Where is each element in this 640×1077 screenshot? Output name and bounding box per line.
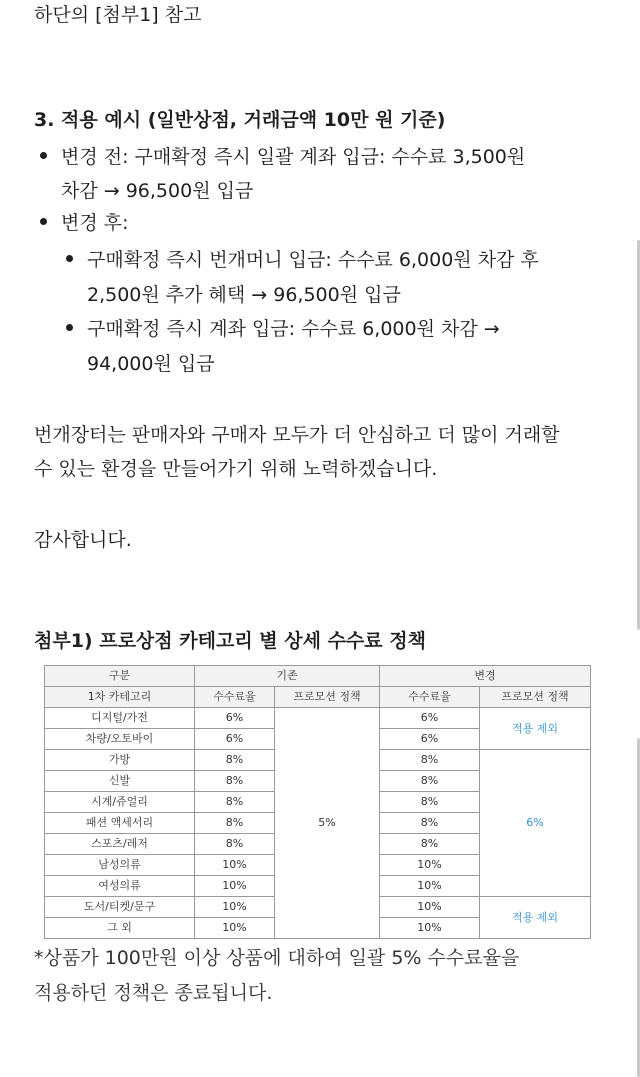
rate-before-cell: 8% — [195, 771, 275, 792]
rate-before-cell: 6% — [195, 729, 275, 750]
promo-after-excluded-top: 적용 제외 — [480, 708, 591, 750]
footnote-line-1: *상품가 100만원 이상 상품에 대하여 일괄 5% 수수료율을 — [34, 947, 520, 969]
before-text-1: 변경 전: 구매확정 즉시 일괄 계좌 입금: 수수료 3,500원 — [61, 146, 526, 168]
header-promo-after: 프로모션 정책 — [480, 687, 591, 708]
rate-after-cell: 6% — [380, 729, 480, 750]
table-subheader-row — [45, 687, 591, 708]
rate-before-cell: 6% — [195, 708, 275, 729]
rate-after-cell: 8% — [380, 792, 480, 813]
rate-after-cell: 10% — [380, 855, 480, 876]
bullet-before — [40, 140, 525, 174]
header-group: 구분 — [45, 666, 195, 687]
category-cell: 신발 — [45, 771, 195, 792]
header-promo-before: 프로모션 정책 — [275, 687, 380, 708]
bullet-after-a — [66, 243, 539, 277]
after-b-text-2: 94,000원 입금 — [87, 353, 215, 375]
after-b-text-1: 구매확정 즉시 계좌 입금: 수수료 6,000원 차감 → — [87, 318, 500, 340]
category-cell: 그 외 — [45, 918, 195, 939]
promo-before-cell: 5% — [275, 708, 380, 939]
before-text-2: 차감 → 96,500원 입금 — [61, 180, 254, 202]
footnote-line-2: 적용하던 정책은 종료됩니다. — [34, 982, 273, 1004]
rate-before-cell: 10% — [195, 855, 275, 876]
rate-after-cell: 10% — [380, 876, 480, 897]
after-a-text-2: 2,500원 추가 혜택 → 96,500원 입금 — [87, 284, 401, 306]
table-row — [45, 708, 591, 729]
thanks-text: 감사합니다. — [34, 529, 132, 551]
rate-after-cell: 8% — [380, 834, 480, 855]
closing-text-2: 수 있는 환경을 만들어가기 위해 노력하겠습니다. — [34, 458, 438, 480]
rate-before-cell: 8% — [195, 813, 275, 834]
rate-before-cell: 10% — [195, 876, 275, 897]
header-after: 변경 — [380, 666, 591, 687]
bullet-dot — [66, 255, 73, 262]
bullet-dot — [40, 152, 47, 159]
rate-before-cell: 10% — [195, 897, 275, 918]
bullet-after — [40, 206, 129, 240]
after-label: 변경 후: — [61, 212, 129, 234]
rate-after-cell: 10% — [380, 897, 480, 918]
reference-note: 하단의 [첨부1] 참고 — [34, 4, 202, 26]
category-cell: 패션 액세서리 — [45, 813, 195, 834]
after-a-text-1: 구매확정 즉시 번개머니 입금: 수수료 6,000원 차감 후 — [87, 249, 539, 271]
header-rate-before: 수수료율 — [195, 687, 275, 708]
section-heading-3: 3. 적용 예시 (일반상점, 거래금액 10만 원 기준) — [34, 109, 446, 131]
closing-text-1: 번개장터는 판매자와 구매자 모두가 더 안심하고 더 많이 거래할 — [34, 424, 560, 446]
rate-before-cell: 10% — [195, 918, 275, 939]
category-cell: 남성의류 — [45, 855, 195, 876]
rate-before-cell: 8% — [195, 792, 275, 813]
category-cell: 가방 — [45, 750, 195, 771]
category-cell: 여성의류 — [45, 876, 195, 897]
category-cell: 도서/티켓/문구 — [45, 897, 195, 918]
category-cell: 시계/쥬얼리 — [45, 792, 195, 813]
rate-after-cell: 8% — [380, 771, 480, 792]
rate-after-cell: 8% — [380, 813, 480, 834]
fee-policy-table — [44, 665, 591, 939]
rate-after-cell: 10% — [380, 918, 480, 939]
header-category: 1차 카테고리 — [45, 687, 195, 708]
rate-before-cell: 8% — [195, 834, 275, 855]
bullet-dot — [40, 218, 47, 225]
header-rate-after: 수수료율 — [380, 687, 480, 708]
category-cell: 스포츠/레저 — [45, 834, 195, 855]
promo-after-mid: 6% — [480, 750, 591, 897]
bullet-dot — [66, 324, 73, 331]
category-cell: 차량/오토바이 — [45, 729, 195, 750]
promo-after-excluded-bottom: 적용 제외 — [480, 897, 591, 939]
table-header-row — [45, 666, 591, 687]
attachment-title: 첨부1) 프로상점 카테고리 별 상세 수수료 정책 — [34, 630, 426, 652]
header-before: 기존 — [195, 666, 380, 687]
rate-before-cell: 8% — [195, 750, 275, 771]
category-cell: 디지털/가전 — [45, 708, 195, 729]
rate-after-cell: 8% — [380, 750, 480, 771]
rate-after-cell: 6% — [380, 708, 480, 729]
bullet-after-b — [66, 312, 500, 346]
